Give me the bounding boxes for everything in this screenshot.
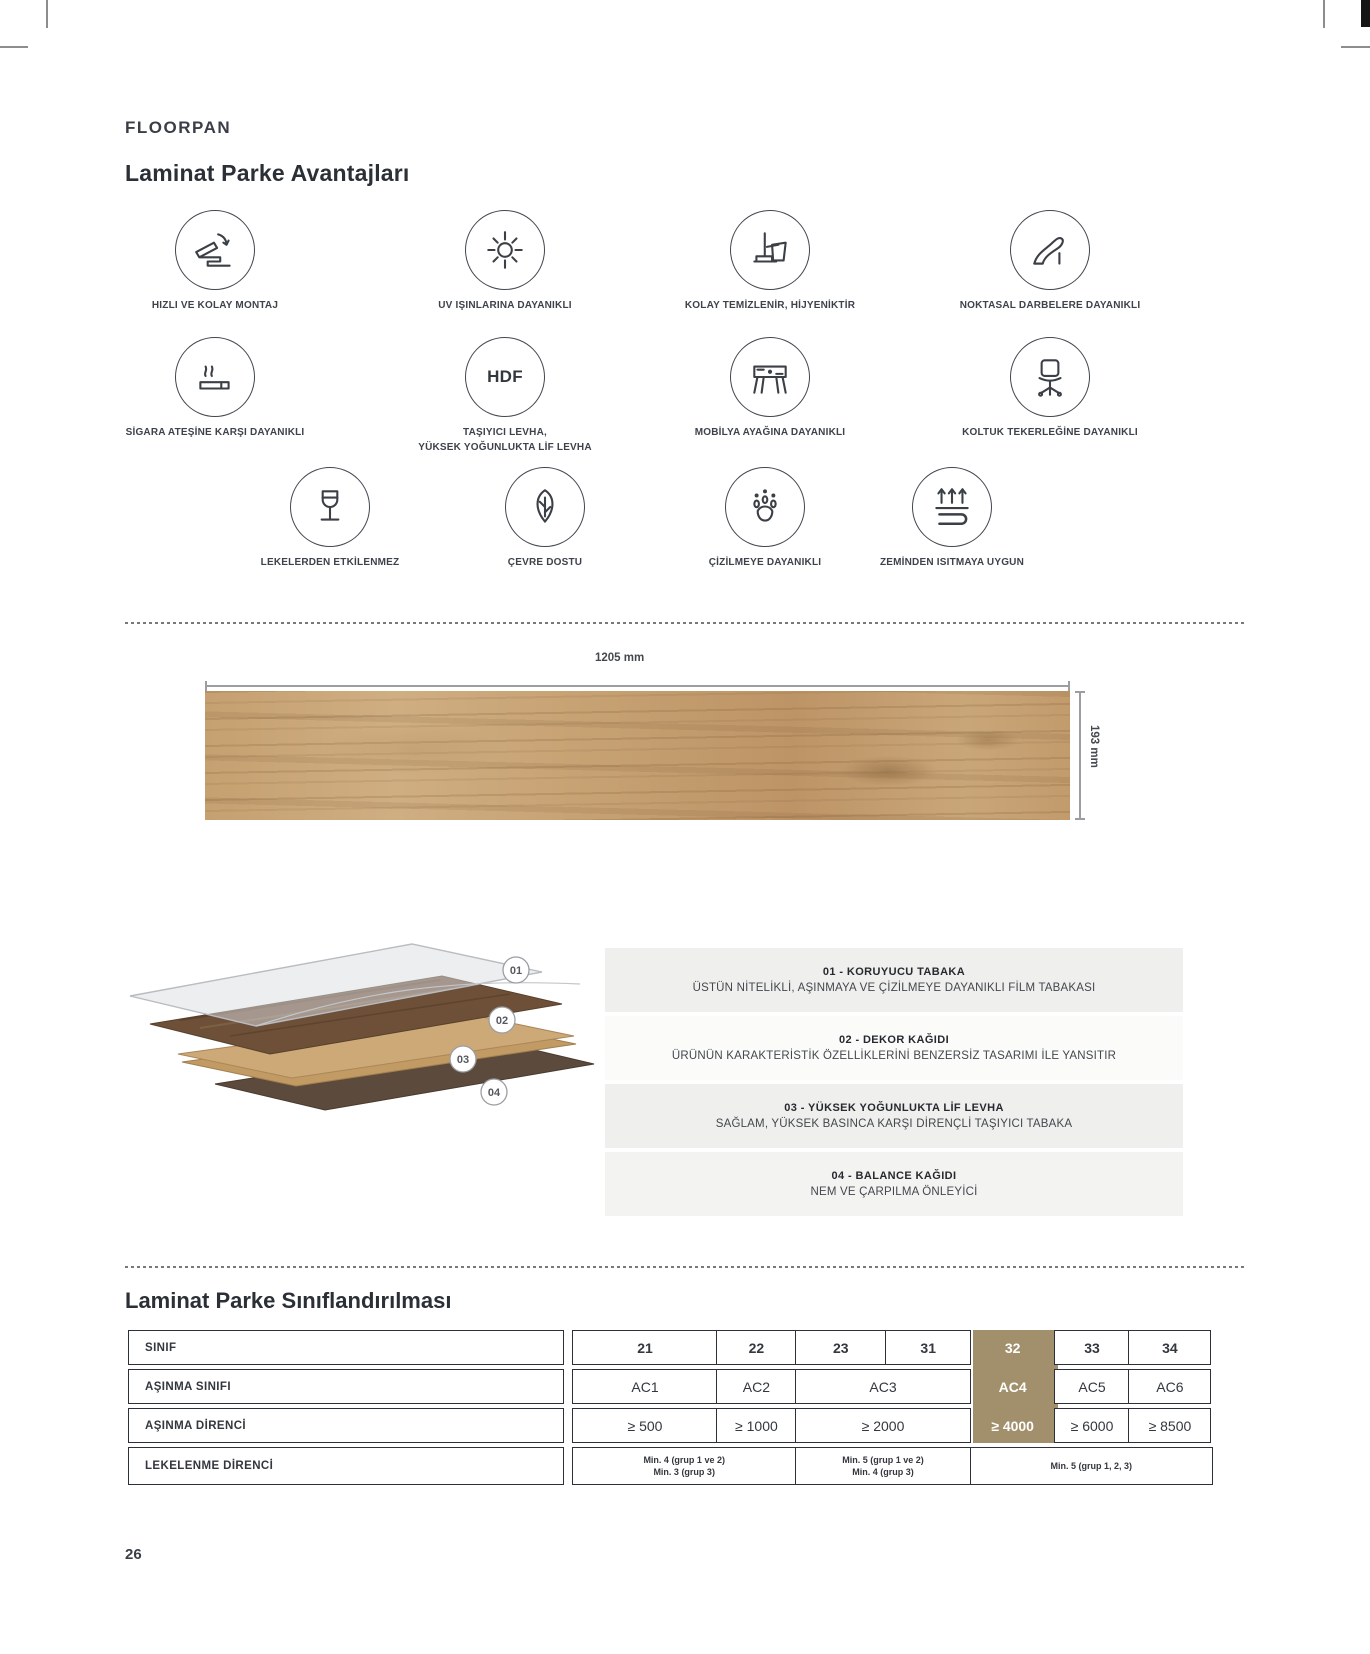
asinma-sinifi-row: [572, 1369, 1215, 1404]
hdf-badge: HDF: [487, 367, 523, 386]
layer-title: 04 - BALANCE KAĞIDI: [831, 1170, 957, 1182]
crop-mark: [1323, 0, 1325, 28]
page-edge-mark: [1361, 0, 1370, 27]
lekelenme-row: [572, 1447, 1215, 1485]
row-label-sinif: SINIF: [128, 1330, 564, 1365]
floor-heating-icon: [912, 467, 992, 547]
dimension-tick: [1068, 681, 1070, 691]
stain-cell-1: Min. 4 (grup 1 ve 2) Min. 3 (grup 3): [572, 1447, 796, 1485]
sinif-22: 22: [716, 1330, 796, 1365]
advantage-item: [822, 467, 1082, 571]
advantage-label: ÇİZİLMEYE DAYANIKLI: [708, 557, 822, 568]
crop-mark: [0, 46, 28, 48]
brand-title: FLOORPAN: [125, 118, 232, 137]
sinif-34: 34: [1128, 1330, 1211, 1365]
layer-block-04: [605, 1152, 1183, 1216]
advantage-item: [920, 337, 1180, 441]
ac6-cell: AC6: [1128, 1369, 1211, 1404]
dimension-tick: [205, 681, 207, 691]
advantage-label: SİGARA ATEŞİNE KARŞI DAYANIKLI: [125, 427, 305, 438]
abrasion-4000-highlighted: ≥ 4000: [991, 1417, 1034, 1434]
hdf-icon: [465, 337, 545, 417]
abrasion-8500: ≥ 8500: [1128, 1408, 1211, 1443]
advantages-title: Laminat Parke Avantajları: [125, 160, 410, 186]
layer-block-03: [605, 1084, 1183, 1148]
ac1-cell: AC1: [572, 1369, 718, 1404]
divider: [125, 622, 1245, 624]
svg-text:02: 02: [495, 1015, 509, 1027]
dimension-line-vertical: [1079, 691, 1081, 820]
advantage-label: KOLAY TEMİZLENİR, HİJYENİKTİR: [684, 300, 856, 311]
crop-mark: [46, 0, 48, 28]
crop-mark: [1341, 46, 1370, 48]
layer-diagram: [120, 922, 620, 1162]
easy-clean-icon: [730, 210, 810, 290]
sinif-row: [572, 1330, 1215, 1365]
row-label-lekelenme: LEKELENME DİRENCİ: [128, 1447, 564, 1485]
abrasion-6000: ≥ 6000: [1054, 1408, 1130, 1443]
point-impact-icon: [1010, 210, 1090, 290]
svg-text:01: 01: [509, 965, 523, 977]
advantage-label: TAŞIYICI LEVHA, YÜKSEK YOĞUNLUKTA LİF LEVHA: [418, 427, 592, 453]
advantage-item: [920, 210, 1180, 314]
abrasion-500: ≥ 500: [572, 1408, 718, 1443]
abrasion-1000: ≥ 1000: [716, 1408, 796, 1443]
abrasion-2000: ≥ 2000: [795, 1408, 971, 1443]
cigarette-icon: [175, 337, 255, 417]
stain-proof-icon: [290, 467, 370, 547]
ac5-cell: AC5: [1054, 1369, 1130, 1404]
ac3-cell: AC3: [795, 1369, 971, 1404]
eco-icon: [505, 467, 585, 547]
advantage-item: [85, 210, 345, 314]
page-number: 26: [125, 1546, 142, 1563]
layer-desc: SAĞLAM, YÜKSEK BASINCA KARŞI DİRENÇLİ TAŞIYICI TABAKA: [715, 1118, 1073, 1130]
advantage-item: [640, 210, 900, 314]
layer-desc: ÜSTÜN NİTELİKLİ, AŞINMAYA VE ÇİZİLMEYE DAYANIKLI FİLM TABAKASI: [692, 982, 1096, 994]
advantage-label: KOLTUK TEKERLEĞİNE DAYANIKLI: [962, 427, 1138, 438]
layer-desc: NEM VE ÇARPILMA ÖNLEYİCİ: [810, 1186, 978, 1198]
classification-values: [572, 1330, 1215, 1485]
plank-width-label: 1205 mm: [595, 652, 645, 664]
advantage-label: MOBİLYA AYAĞINA DAYANIKLI: [694, 427, 846, 438]
svg-text:04: 04: [487, 1087, 501, 1099]
advantage-item: [375, 210, 635, 314]
dimension-tick: [1075, 691, 1085, 693]
scratch-icon: [725, 467, 805, 547]
uv-resistant-icon: [465, 210, 545, 290]
advantage-item: [375, 337, 635, 455]
divider: [125, 1266, 1245, 1268]
asinma-direnci-row: [572, 1408, 1215, 1443]
sinif-23: 23: [795, 1330, 887, 1365]
sinif-33: 33: [1054, 1330, 1130, 1365]
ac4-cell-highlighted: AC4: [998, 1378, 1027, 1395]
sinif-32-highlighted: 32: [1004, 1339, 1021, 1356]
chair-wheel-icon: [1010, 337, 1090, 417]
layer-desc: ÜRÜNÜN KARAKTERİSTİK ÖZELLİKLERİNİ BENZERSİZ TASARIMI İLE YANSITIR: [671, 1050, 1117, 1062]
classification-title: Laminat Parke Sınıflandırılması: [125, 1288, 452, 1313]
laminate-plank-image: [205, 691, 1070, 820]
advantage-label: ZEMİNDEN ISITMAYA UYGUN: [879, 557, 1025, 568]
advantage-label: UV IŞINLARINA DAYANIKLI: [438, 300, 572, 311]
advantage-item: [640, 337, 900, 441]
quick-install-icon: [175, 210, 255, 290]
stain-cell-3: Min. 5 (grup 1, 2, 3): [970, 1447, 1213, 1485]
row-label-asinma-sinifi: AŞINMA SINIFI: [128, 1369, 564, 1404]
layer-block-02: [605, 1016, 1183, 1080]
ac2-cell: AC2: [716, 1369, 796, 1404]
advantage-label: LEKELERDEN ETKİLENMEZ: [260, 557, 400, 568]
plank-height-label: 193 mm: [1088, 725, 1100, 768]
advantage-item: [85, 337, 345, 441]
svg-text:03: 03: [456, 1054, 470, 1066]
layer-block-01: [605, 948, 1183, 1012]
advantage-label: ÇEVRE DOSTU: [507, 557, 583, 568]
advantage-label: NOKTASAL DARBELERE DAYANIKLI: [959, 300, 1141, 311]
dimension-line-horizontal: [205, 685, 1070, 687]
sinif-31: 31: [885, 1330, 971, 1365]
sinif-21: 21: [572, 1330, 718, 1365]
furniture-leg-icon: [730, 337, 810, 417]
layer-title: 03 - YÜKSEK YOĞUNLUKTA LİF LEVHA: [784, 1102, 1004, 1114]
row-label-asinma-direnci: AŞINMA DİRENCİ: [128, 1408, 564, 1443]
classification-row-labels: [128, 1330, 564, 1485]
dimension-tick: [1075, 818, 1085, 820]
layer-title: 01 - KORUYUCU TABAKA: [822, 966, 966, 978]
layer-title: 02 - DEKOR KAĞIDI: [838, 1034, 950, 1046]
advantage-label: HIZLI VE KOLAY MONTAJ: [151, 300, 279, 311]
stain-cell-2: Min. 5 (grup 1 ve 2) Min. 4 (grup 3): [795, 1447, 971, 1485]
